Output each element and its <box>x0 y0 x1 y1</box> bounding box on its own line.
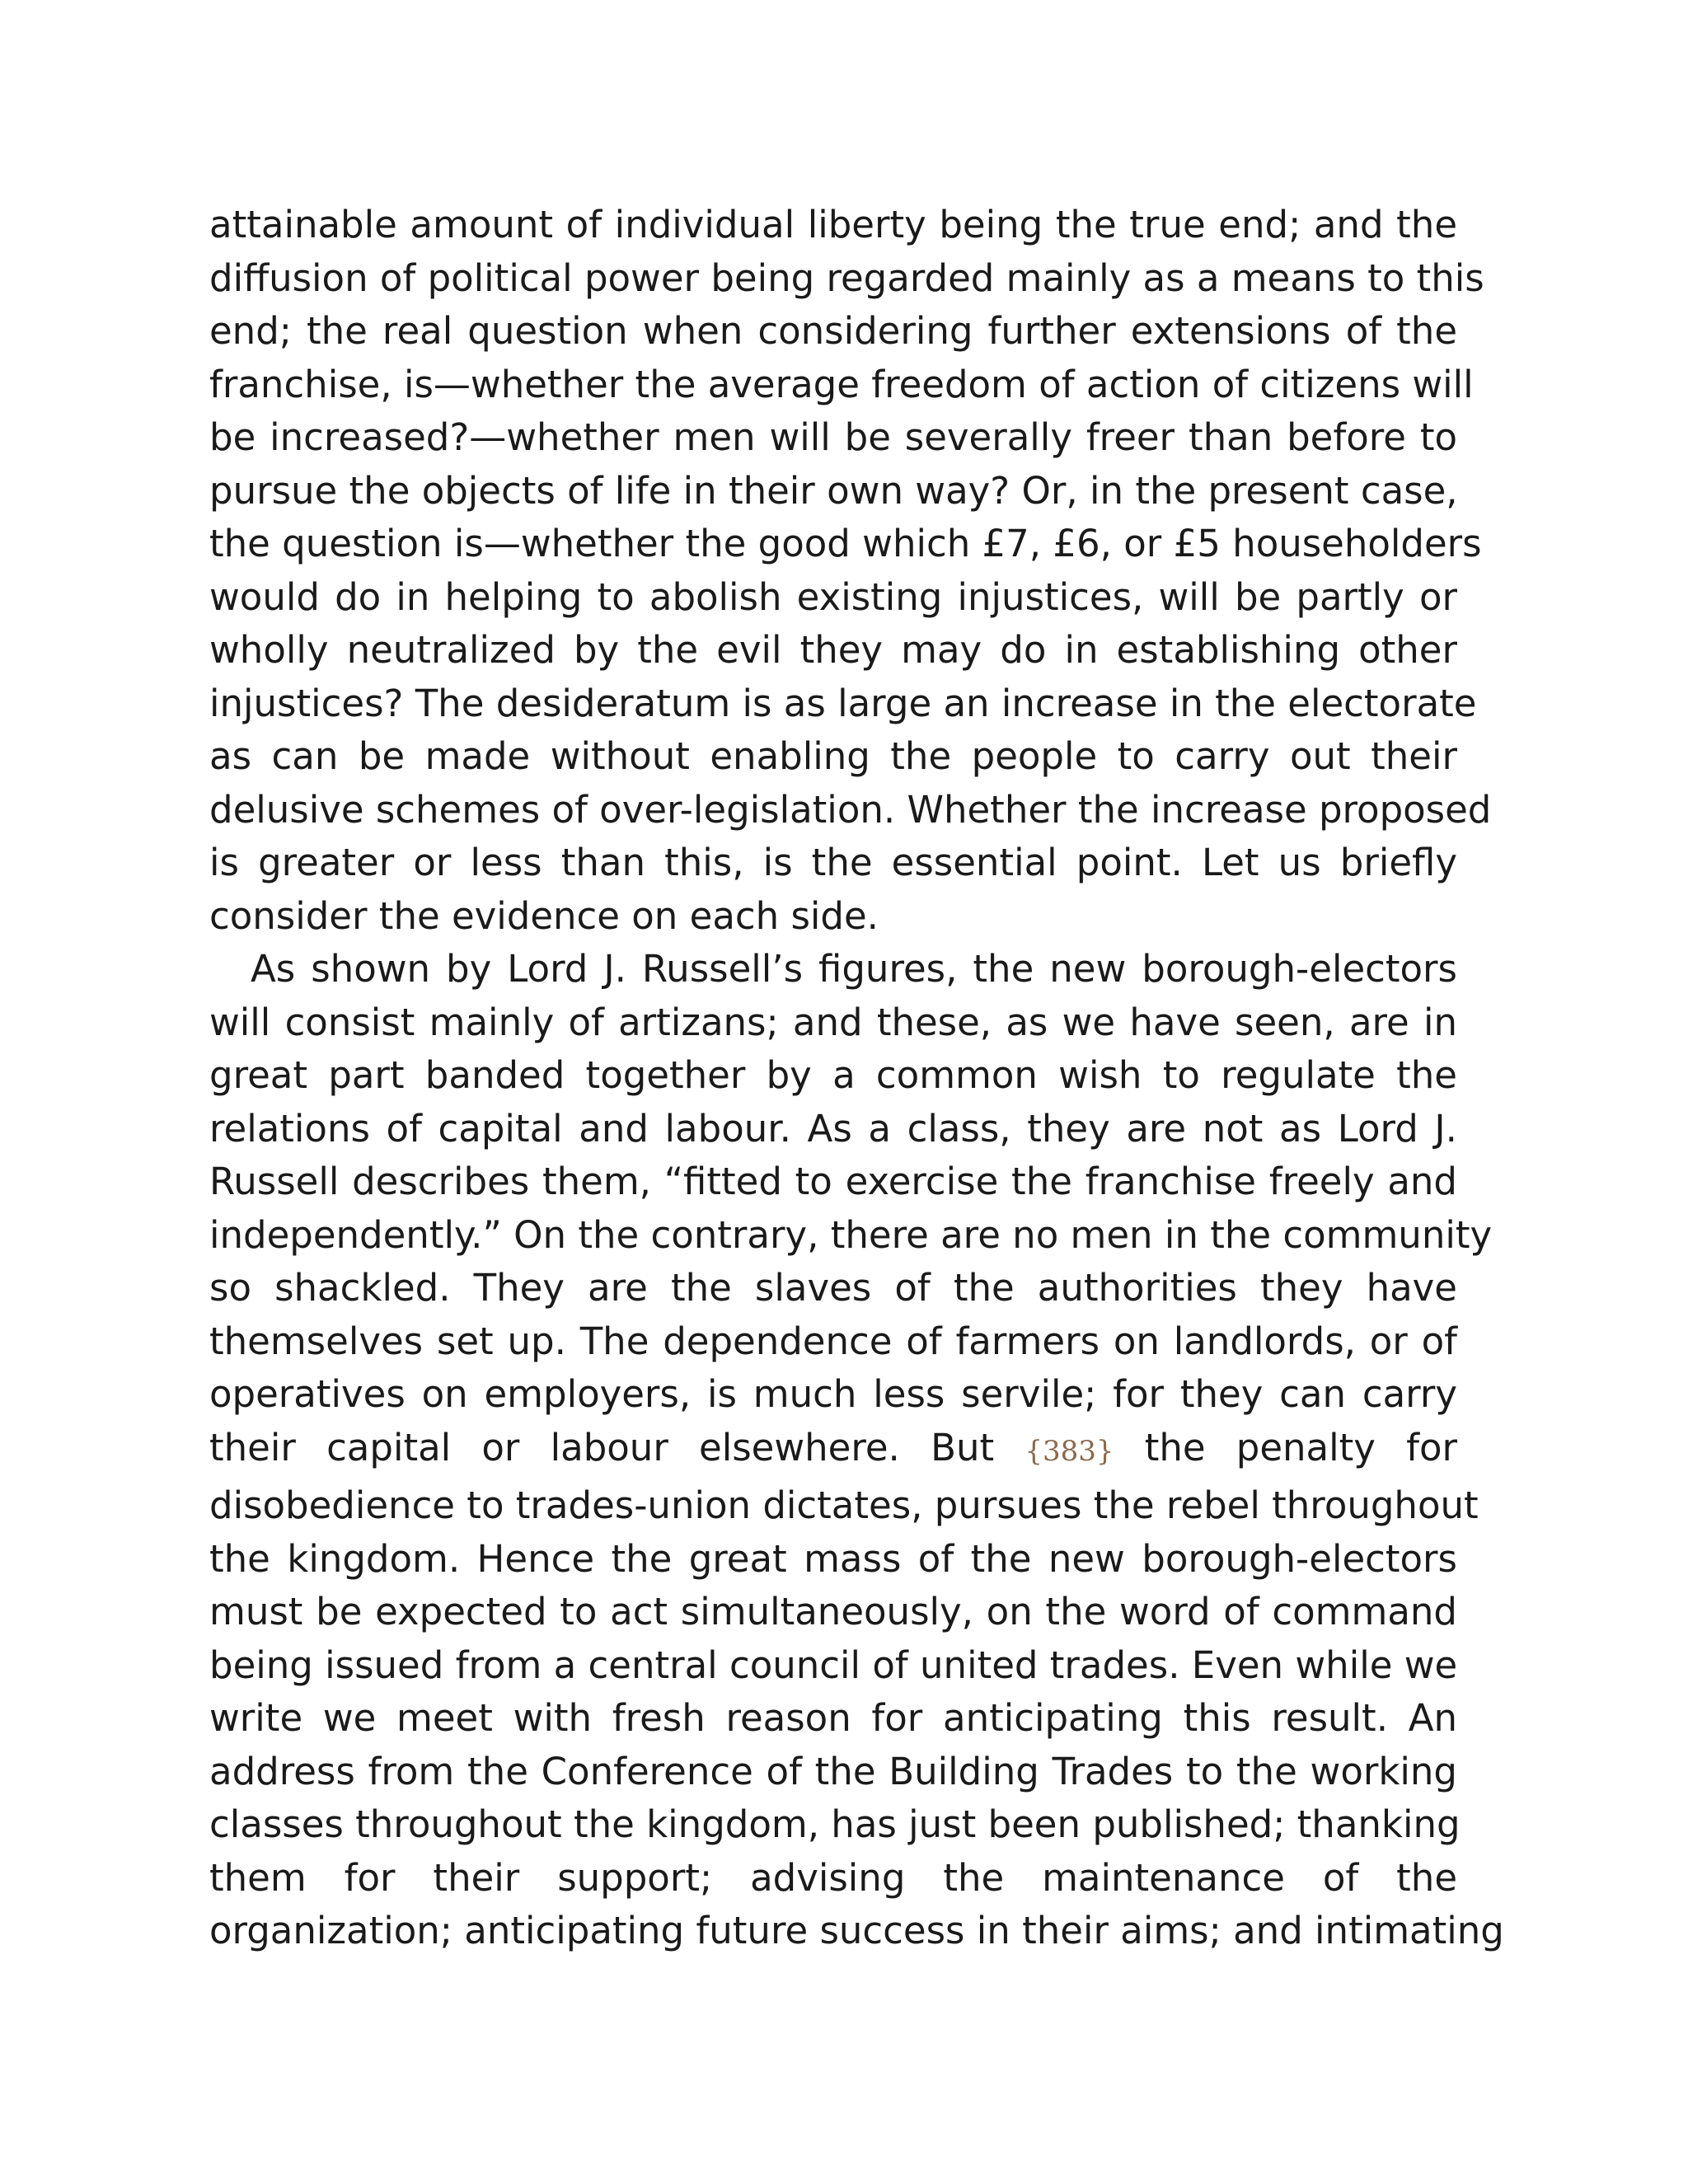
text-line: relations of capital and labour. As a class, they are not as Lord J. <box>209 1106 1457 1151</box>
text-line: the question is—whether the good which £7, £6, or £5 householders <box>209 522 1482 565</box>
text-line-with-page-marker <box>209 1422 1457 1475</box>
text-line: diffusion of political power being regarded mainly as a means to this <box>209 255 1484 300</box>
text-line: being issued from a central council of united trades. Even while we <box>209 1643 1458 1687</box>
paragraph-2 <box>209 943 1504 1958</box>
text-line: injustices? The desideratum is as large an increase in the electorate <box>209 681 1477 725</box>
text-line: independently.” On the contrary, there are no men in the community <box>209 1212 1493 1257</box>
text-line: would do in helping to abolish existing injustices, will be partly or <box>209 574 1457 619</box>
text-line: As shown by Lord J. Russell’s figures, the new borough-electors <box>251 947 1457 991</box>
text-line: be increased?—whether men will be severally freer than before to <box>209 415 1457 459</box>
text-line: themselves set up. The dependence of farmers on landlords, or of <box>209 1319 1457 1363</box>
text-line: Russell describes them, “fitted to exercise the franchise freely and <box>209 1160 1457 1203</box>
text-line: write we meet with fresh reason for anticipating this result. An <box>209 1696 1457 1740</box>
text-line: wholly neutralized by the evil they may do in establishing other <box>209 628 1457 672</box>
text-line: consider the evidence on each side. <box>209 893 879 938</box>
text-fragment: their capital or labour elsewhere. But <box>209 1425 995 1469</box>
text-line: attainable amount of individual liberty being the true end; and the <box>209 203 1457 246</box>
text-line: will consist mainly of artizans; and these, as we have seen, are in <box>209 1000 1457 1044</box>
paragraph-1 <box>209 199 1492 943</box>
text-line: address from the Conference of the Building Trades to the working <box>209 1749 1457 1793</box>
text-line: as can be made without enabling the people to carry out their <box>209 734 1457 778</box>
text-line: end; the real question when considering further extensions of the <box>209 309 1457 353</box>
text-line: delusive schemes of over-legislation. Whether the increase proposed <box>209 787 1492 832</box>
text-line: organization; anticipating future success in their aims; and intimating <box>209 1909 1504 1952</box>
text-line: the kingdom. Hence the great mass of the new borough-electors <box>209 1536 1457 1581</box>
document-body <box>209 199 1504 1958</box>
text-line: must be expected to act simultaneously, on the word of command <box>209 1590 1457 1633</box>
text-line: them for their support; advising the maintenance of the <box>209 1855 1457 1900</box>
text-line: disobedience to trades-union dictates, pursues the rebel throughout <box>209 1483 1479 1527</box>
text-line: is greater or less than this, is the essential point. Let us briefly <box>209 841 1457 884</box>
text-line: operatives on employers, is much less servile; for they can carry <box>209 1372 1457 1416</box>
text-line: pursue the objects of life in their own way? Or, in the present case, <box>209 468 1458 513</box>
text-line: great part banded together by a common wish to regulate the <box>209 1053 1457 1097</box>
text-fragment: the penalty for <box>1144 1425 1457 1469</box>
text-line: franchise, is—whether the average freedom of action of citizens will <box>209 362 1474 406</box>
text-line: so shackled. They are the slaves of the authorities they have <box>209 1266 1457 1310</box>
text-line: classes throughout the kingdom, has just been published; thanking <box>209 1802 1461 1846</box>
page-number-marker[interactable]: {383} <box>1025 1434 1114 1468</box>
